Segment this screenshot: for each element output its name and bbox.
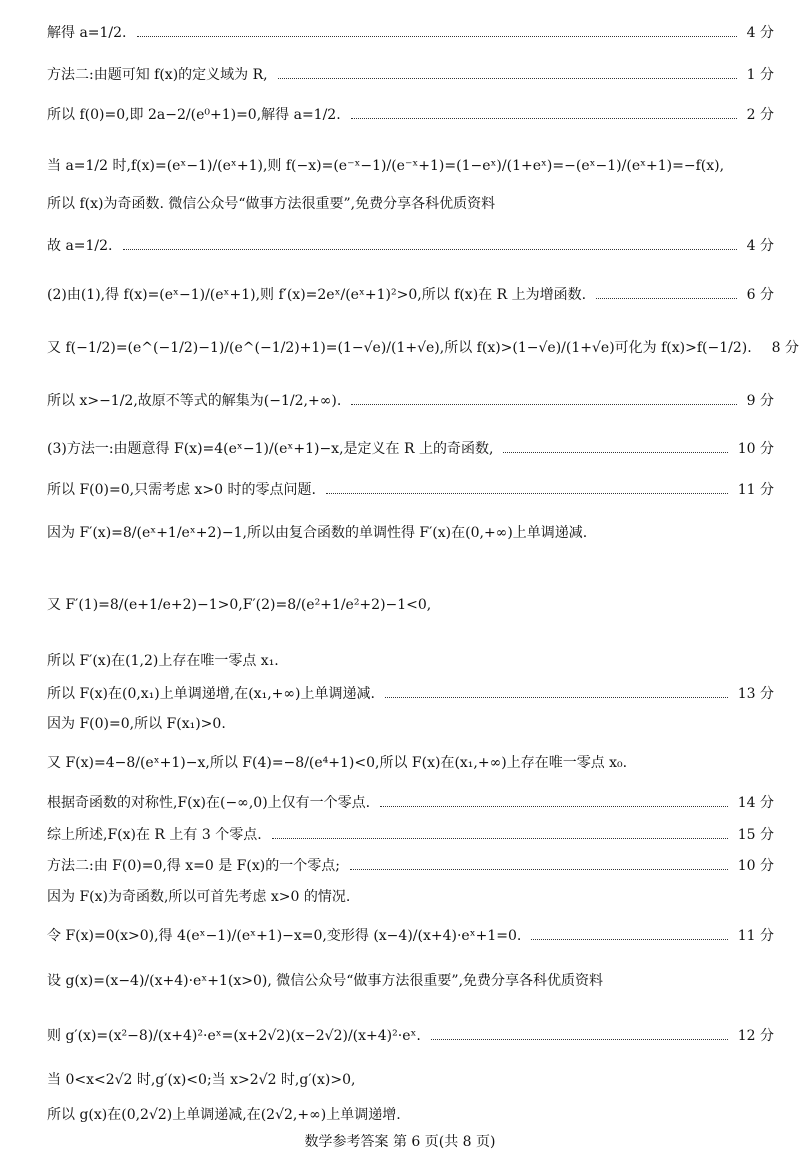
score-label: 2 分 bbox=[746, 107, 774, 123]
answer-line: 又 F(x)=4−8/(eˣ+1)−x,所以 F(4)=−8/(e⁴+1)<0,所以 F(x)在(x₁,+∞)上存在唯一零点 x₀. bbox=[47, 755, 628, 771]
answer-line: 根据奇函数的对称性,F(x)在(−∞,0)上仅有一个零点. 14 分 bbox=[47, 792, 774, 812]
answer-line: 设 g(x)=(x−4)/(x+4)·eˣ+1(x>0), 微信公众号“做事方法很重要”,免费分享各科优质资料 bbox=[47, 973, 604, 989]
score-label: 15 分 bbox=[737, 827, 774, 843]
score-label: 13 分 bbox=[737, 686, 774, 702]
score-label: 1 分 bbox=[746, 67, 774, 83]
answer-line: 所以 F′(x)在(1,2)上存在唯一零点 x₁. bbox=[47, 653, 279, 669]
answer-line: 方法二:由 F(0)=0,得 x=0 是 F(x)的一个零点; 10 分 bbox=[47, 855, 774, 875]
answer-line: (3)方法一:由题意得 F(x)=4(eˣ−1)/(eˣ+1)−x,是定义在 R 上的奇函数, 10 分 bbox=[47, 438, 774, 458]
score-label: 6 分 bbox=[746, 287, 774, 303]
answer-line: 则 g′(x)=(x²−8)/(x+4)²·eˣ=(x+2√2)(x−2√2)/(x+4)²·eˣ. 12 分 bbox=[47, 1025, 774, 1045]
answer-line: 当 a=1/2 时,f(x)=(eˣ−1)/(eˣ+1),则 f(−x)=(e⁻ˣ−1)/(e⁻ˣ+1)=(1−eˣ)/(1+eˣ)=−(eˣ−1)/(eˣ+1)=−f(x), bbox=[47, 158, 725, 174]
score-label: 8 分 bbox=[771, 340, 800, 356]
answer-line: 因为 F(0)=0,所以 F(x₁)>0. bbox=[47, 716, 226, 732]
answer-line: 因为 F′(x)=8/(eˣ+1/eˣ+2)−1,所以由复合函数的单调性得 F′(x)在(0,+∞)上单调递减. bbox=[47, 525, 588, 541]
answer-line: 所以 g(x)在(0,2√2)上单调递减,在(2√2,+∞)上单调递增. bbox=[47, 1107, 401, 1123]
score-label: 9 分 bbox=[746, 393, 774, 409]
score-label: 14 分 bbox=[737, 795, 774, 811]
answer-line: (2)由(1),得 f(x)=(eˣ−1)/(eˣ+1),则 f′(x)=2eˣ/(eˣ+1)²>0,所以 f(x)在 R 上为增函数. 6 分 bbox=[47, 284, 774, 304]
answer-line: 所以 F(0)=0,只需考虑 x>0 时的零点问题. 11 分 bbox=[47, 479, 774, 499]
answer-line: 故 a=1/2. 4 分 bbox=[47, 235, 774, 255]
answer-line: 综上所述,F(x)在 R 上有 3 个零点. 15 分 bbox=[47, 824, 774, 844]
score-label: 10 分 bbox=[737, 441, 774, 457]
answer-line: 解得 a=1/2. 4 分 bbox=[47, 22, 774, 42]
answer-line: 当 0<x<2√2 时,g′(x)<0;当 x>2√2 时,g′(x)>0, bbox=[47, 1072, 356, 1088]
page-footer: 数学参考答案 第 6 页(共 8 页) bbox=[304, 1134, 496, 1150]
score-label: 4 分 bbox=[746, 238, 774, 254]
score-label: 4 分 bbox=[746, 25, 774, 41]
answer-line: 又 F′(1)=8/(e+1/e+2)−1>0,F′(2)=8/(e²+1/e²+2)−1<0, bbox=[47, 597, 432, 613]
score-label: 12 分 bbox=[737, 1028, 774, 1044]
answer-line: 又 f(−1/2)=(e^(−1/2)−1)/(e^(−1/2)+1)=(1−√e)/(1+√e),所以 f(x)>(1−√e)/(1+√e)可化为 f(x)>f(−1/2). 8 分 bbox=[47, 337, 774, 357]
score-label: 10 分 bbox=[737, 858, 774, 874]
score-label: 11 分 bbox=[737, 928, 774, 944]
answer-line: 令 F(x)=0(x>0),得 4(eˣ−1)/(eˣ+1)−x=0,变形得 (x−4)/(x+4)·eˣ+1=0. 11 分 bbox=[47, 925, 774, 945]
answer-line: 因为 F(x)为奇函数,所以可首先考虑 x>0 的情况. bbox=[47, 889, 351, 905]
answer-line: 所以 f(x)为奇函数. 微信公众号“做事方法很重要”,免费分享各科优质资料 bbox=[47, 196, 496, 212]
score-label: 11 分 bbox=[737, 482, 774, 498]
answer-line: 所以 F(x)在(0,x₁)上单调递增,在(x₁,+∞)上单调递减. 13 分 bbox=[47, 683, 774, 703]
answer-line: 方法二:由题可知 f(x)的定义域为 R, 1 分 bbox=[47, 64, 774, 84]
answer-line: 所以 x>−1/2,故原不等式的解集为(−1/2,+∞). 9 分 bbox=[47, 390, 774, 410]
answer-line: 所以 f(0)=0,即 2a−2/(e⁰+1)=0,解得 a=1/2. 2 分 bbox=[47, 104, 774, 124]
